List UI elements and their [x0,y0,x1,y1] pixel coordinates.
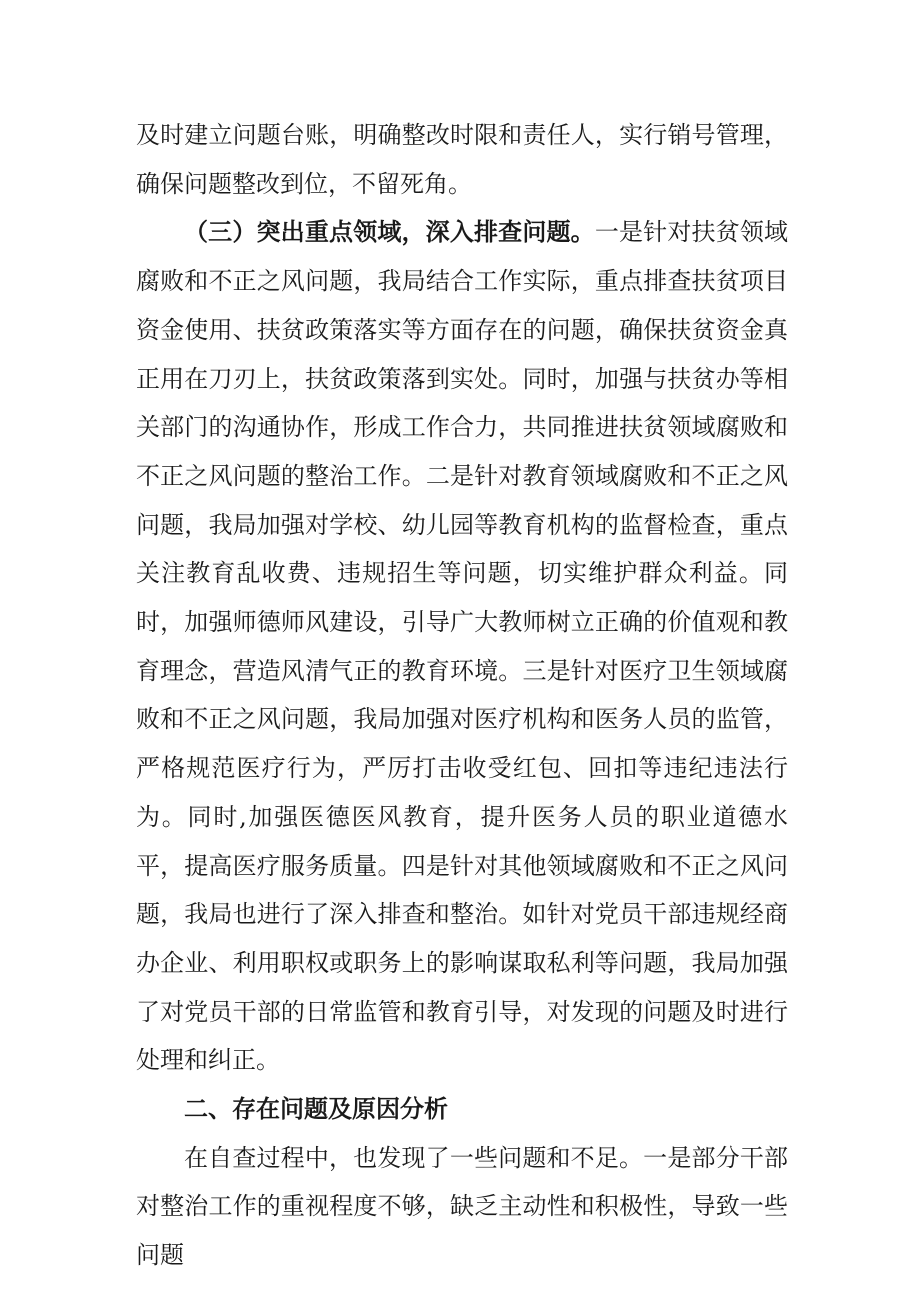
paragraph-problems: 在自查过程中，也发现了一些问题和不足。一是部分干部对整治工作的重视程度不够，缺乏主动性和积极性，导致一些问题 [136,1143,788,1270]
paragraph-heading: （三）突出重点领域，深入排查问题。 [184,217,595,247]
section-heading: 二、存在问题及原因分析 [184,1094,448,1124]
paragraph-continuation: 及时建立问题台账，明确整改时限和责任人，实行销号管理，确保问题整改到位，不留死角。 [136,121,788,198]
paragraph-key-areas [136,208,788,1085]
document-body [136,111,788,1280]
paragraph-body: 一是针对扶贫领域腐败和不正之风问题，我局结合工作实际，重点排查扶贫项目资金使用、扶贫政策落实等方面存在的问题，确保扶贫资金真正用在刀刃上，扶贫政策落到实处。同时，加强与扶贫办等相关部门的沟通协作，形成工作合力，共同推进扶贫领域腐败和不正之风问题的整治工作。二是针对教育领域腐败和不正之风问题，我局加强对学校、幼儿园等教育机构的监督检查，重点关注教育乱收费、违规招生等问题，切实维护群众利益。同时，加强师德师风建设，引导广大教师树立正确的价值观和教育理念，营造风清气正的教育环境。三是针对医疗卫生领域腐败和不正之风问题，我局加强对医疗机构和医务人员的监管，严格规范医疗行为，严厉打击收受红包、回扣等违纪违法行为。同时,加强医德医风教育，提升医务人员的职业道德水平，提高医疗服务质量。四是针对其他领域腐败和不正之风问题，我局也进行了深入排查和整治。如针对党员干部违规经商办企业、利用职权或职务上的影响谋取私利等问题，我局加强了对党员干部的日常监管和教育引导，对发现的问题及时进行处理和纠正。 [136,218,789,1075]
